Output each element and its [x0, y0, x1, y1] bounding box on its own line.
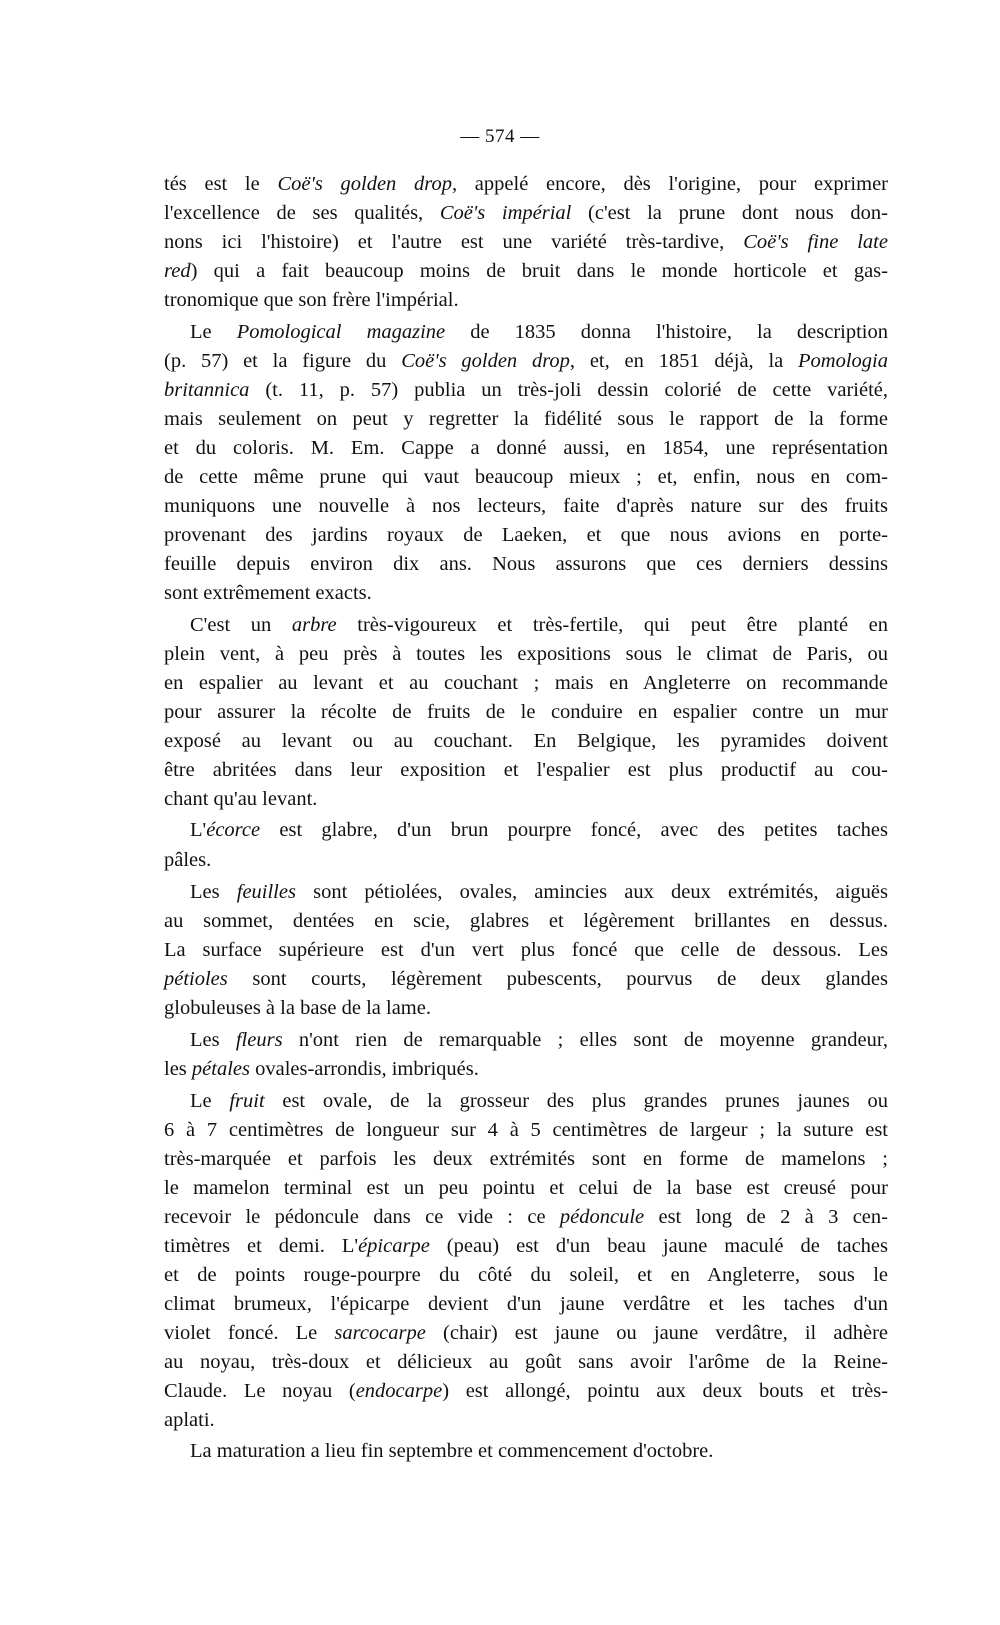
text-line: de cette même prune qui vaut beaucoup mieux ; et, enfin, nous en com- [164, 466, 888, 488]
text-line: au sommet, dentées en scie, glabres et légèrement brillantes en dessus. [164, 910, 888, 932]
text-line: L'écorce est glabre, d'un brun pourpre foncé, avec des petites taches [190, 819, 888, 841]
text-line: très-marquée et parfois les deux extrémités sont en forme de mamelons ; [164, 1148, 888, 1170]
text-line: mais seulement on peut y regretter la fidélité sous le rapport de la forme [164, 408, 888, 430]
text-line: être abritées dans leur exposition et l'espalier est plus productif au cou- [164, 759, 888, 781]
text-line: muniquons une nouvelle à nos lecteurs, faite d'après nature sur des fruits [164, 495, 888, 517]
text-line: pétioles sont courts, légèrement pubescents, pourvus de deux glandes [164, 968, 888, 990]
text-line: Claude. Le noyau (endocarpe) est allongé, pointu aux deux bouts et très- [164, 1380, 888, 1402]
text-line: recevoir le pédoncule dans ce vide : ce pédoncule est long de 2 à 3 cen- [164, 1206, 888, 1228]
text-line: red) qui a fait beaucoup moins de bruit dans le monde horticole et gas- [164, 260, 888, 282]
text-line: le mamelon terminal est un peu pointu et celui de la base est creusé pour [164, 1177, 888, 1199]
text-line: pour assurer la récolte de fruits de le conduire en espalier contre un mur [164, 701, 888, 723]
text-line: et de points rouge-pourpre du côté du soleil, et en Angleterre, sous le [164, 1264, 888, 1286]
text-line: sont extrêmement exacts. [164, 582, 372, 604]
text-line: Le fruit est ovale, de la grosseur des plus grandes prunes jaunes ou [190, 1090, 889, 1112]
text-line: l'excellence de ses qualités, Coë's impérial (c'est la prune dont nous don- [164, 202, 888, 224]
text-line: plein vent, à peu près à toutes les expositions sous le climat de Paris, ou [164, 643, 888, 665]
text-line: La maturation a lieu fin septembre et commencement d'octobre. [190, 1440, 714, 1462]
text-line: Les fleurs n'ont rien de remarquable ; elles sont de moyenne grandeur, [190, 1029, 888, 1051]
text-line: tronomique que son frère l'impérial. [164, 289, 459, 311]
text-line: en espalier au levant et au couchant ; mais en Angleterre on recommande [164, 672, 888, 694]
text-line: climat brumeux, l'épicarpe devient d'un jaune verdâtre et les taches d'un [164, 1293, 888, 1315]
text-line: Le Pomological magazine de 1835 donna l'histoire, la description [190, 321, 889, 343]
text-line: nons ici l'histoire) et l'autre est une variété très-tardive, Coë's fine late [164, 231, 888, 253]
text-line: exposé au levant ou au couchant. En Belgique, les pyramides doivent [164, 730, 888, 752]
text-line: La surface supérieure est d'un vert plus foncé que celle de dessous. Les [164, 939, 888, 961]
text-line: (p. 57) et la figure du Coë's golden drop, et, en 1851 déjà, la Pomologia [164, 350, 888, 372]
text-line: les pétales ovales-arrondis, imbriqués. [164, 1058, 479, 1080]
text-line: tés est le Coë's golden drop, appelé encore, dès l'origine, pour exprimer [164, 173, 889, 195]
text-line: violet foncé. Le sarcocarpe (chair) est jaune ou jaune verdâtre, il adhère [164, 1322, 888, 1344]
text-line: C'est un arbre très-vigoureux et très-fertile, qui peut être planté en [190, 614, 888, 636]
text-line: britannica (t. 11, p. 57) publia un très-joli dessin colorié de cette variété, [164, 379, 888, 401]
text-line: pâles. [164, 849, 212, 871]
text-line: aplati. [164, 1409, 215, 1431]
page-number: — 574 — [460, 126, 540, 147]
text-line: au noyau, très-doux et délicieux au goût sans avoir l'arôme de la Reine- [164, 1351, 888, 1373]
text-line: et du coloris. M. Em. Cappe a donné aussi, en 1854, une représentation [164, 437, 888, 459]
text-line: feuille depuis environ dix ans. Nous assurons que ces derniers dessins [164, 553, 888, 575]
text-line: 6 à 7 centimètres de longueur sur 4 à 5 centimètres de largeur ; la suture est [164, 1119, 888, 1141]
text-line: Les feuilles sont pétiolées, ovales, amincies aux deux extrémités, aiguës [190, 881, 888, 903]
text-line: timètres et demi. L'épicarpe (peau) est d'un beau jaune maculé de taches [164, 1235, 888, 1257]
text-line: globuleuses à la base de la lame. [164, 997, 431, 1019]
text-line: chant qu'au levant. [164, 788, 318, 810]
text-line: provenant des jardins royaux de Laeken, et que nous avions en porte- [164, 524, 888, 546]
